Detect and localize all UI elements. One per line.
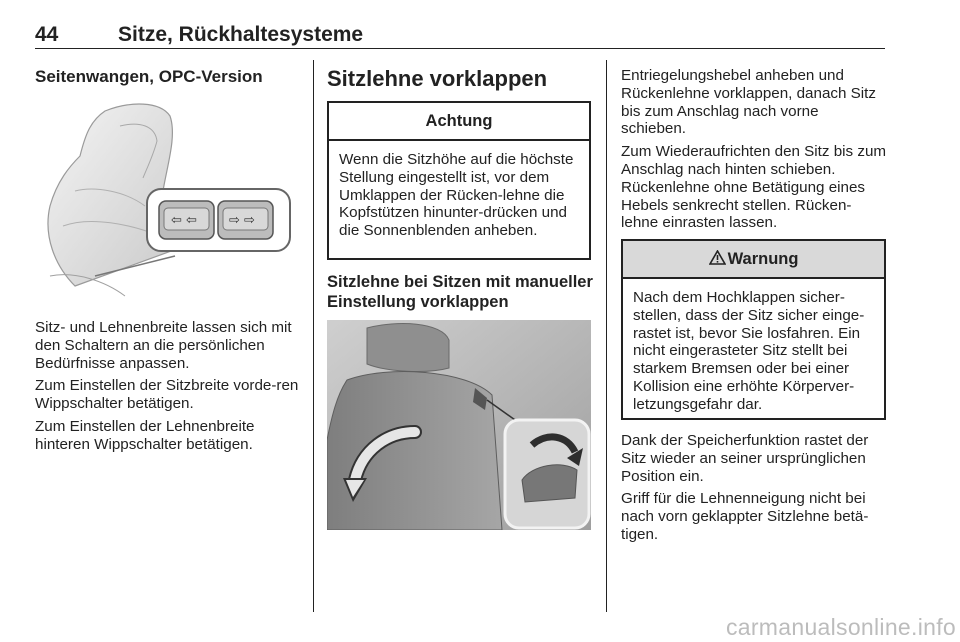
section-heading-fold: Sitzlehne vorklappen <box>327 66 548 91</box>
memory-paragraph-2: Griff für die Lehnenneigung nicht bei nach vorn geklappter Sitzlehne betä-tigen. <box>621 490 869 543</box>
caution-title: Achtung <box>329 103 589 141</box>
header-rule <box>35 48 885 49</box>
fold-instructions <box>621 67 887 237</box>
opc-paragraph-1: Sitz- und Lehnenbreite lassen sich mit den Schaltern an die persönlichen Bedürfnisse anpassen. <box>35 319 292 372</box>
caution-text: Wenn die Sitzhöhe auf die höchste Stellung eingestellt ist, vor dem Umklappen der Rücken-lehne die Kopfstützen hinunter-drücken und die Sonnenblenden anheben. <box>339 151 574 240</box>
warning-triangle-icon <box>709 242 726 278</box>
column-divider-2 <box>606 60 607 612</box>
column-divider-1 <box>313 60 314 612</box>
svg-text:⇦ ⇦: ⇦ ⇦ <box>171 213 197 228</box>
caution-box <box>327 101 591 260</box>
watermark: carmanualsonline.info <box>725 614 956 640</box>
seat-fold-photo <box>327 320 591 530</box>
memory-info <box>621 432 887 549</box>
fold-paragraph-1: Entriegelungshebel anheben und Rückenlehne vorklappen, danach Sitz bis zum Anschlag nach vorne schieben. <box>621 67 876 138</box>
warning-text: Nach dem Hochklappen sicher-stellen, dass der Sitz sicher einge-rastet ist, bevor Sie losfahren. Ein nicht eingerasteter Sitz stellt bei starkem Bremsen oder bei einer Kollision eine erhöhte Körperver-letzungsgefahr dar. <box>633 289 865 413</box>
warning-box <box>621 239 886 420</box>
section-heading-opc: Seitenwangen, OPC-Version <box>35 67 263 86</box>
warning-title: Warnung <box>727 250 799 268</box>
opc-seat-photo <box>35 96 298 306</box>
page-number: 44 <box>35 23 59 46</box>
manual-fold-heading: Sitzlehne bei Sitzen mit manueller Einstellung vorklappen <box>327 273 593 311</box>
warning-header <box>623 241 884 279</box>
opc-paragraph-3: Zum Einstellen der Lehnenbreite hinteren Wippschalter betätigen. <box>35 417 255 453</box>
chapter-title: Sitze, Rückhaltesysteme <box>118 23 364 46</box>
svg-text:⇨ ⇨: ⇨ ⇨ <box>229 213 255 228</box>
memory-paragraph-1: Dank der Speicherfunktion rastet der Sitz wieder an seiner ursprünglichen Position ein. <box>621 432 869 485</box>
opc-description <box>35 319 301 459</box>
fold-paragraph-2: Zum Wiederaufrichten den Sitz bis zum Anschlag nach hinten schieben. Rückenlehne ohne Betätigung eines Hebels senkrecht stellen. Rücken-lehne einrasten lassen. <box>621 143 887 232</box>
opc-paragraph-2: Zum Einstellen der Sitzbreite vorde-ren Wippschalter betätigen. <box>35 377 299 413</box>
